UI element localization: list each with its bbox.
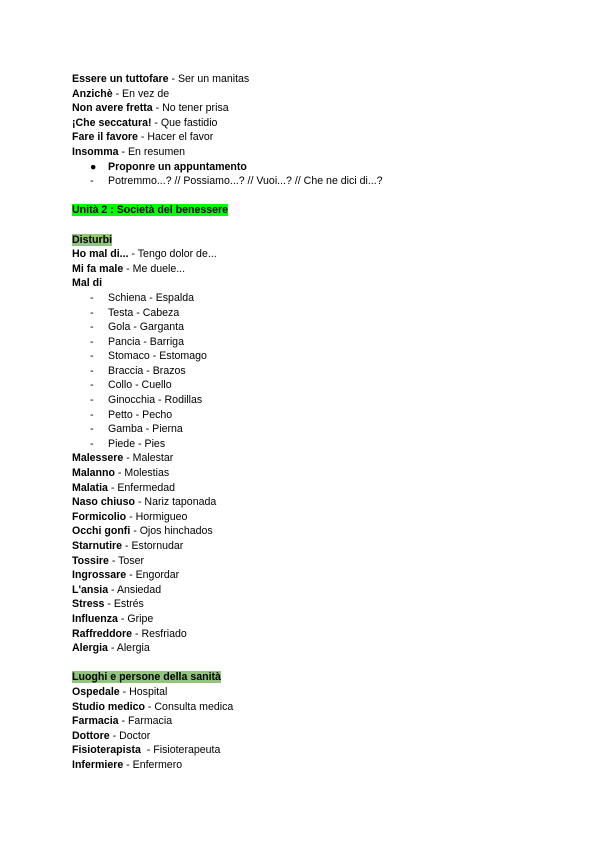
vocab-line <box>72 451 542 466</box>
vocab-sep: - <box>123 262 133 275</box>
body-part-text: Pancia - Barriga <box>108 335 184 348</box>
vocab-term: L'ansia <box>72 583 109 596</box>
vocab-term: Insomma <box>72 145 119 158</box>
vocab-sep: - <box>117 612 128 625</box>
vocab-line <box>72 685 542 700</box>
vocab-sep: - <box>107 481 118 494</box>
vocab-translation: Que fastidio <box>160 116 218 129</box>
vocab-line <box>72 641 542 656</box>
vocab-translation: Ser un manitas <box>177 73 250 85</box>
vocab-term: Naso chiuso <box>72 496 135 509</box>
vocab-sep: - <box>123 758 133 771</box>
vocab-sep: - <box>109 729 120 742</box>
vocab-term: Mi fa male <box>72 262 124 275</box>
body-part-text: Gamba - Pierna <box>108 423 183 436</box>
vocab-line <box>72 247 542 262</box>
vocab-term: Ospedale <box>72 685 120 698</box>
vocab-line <box>72 743 542 758</box>
body-part-text: Schiena - Espalda <box>108 291 194 304</box>
vocab-line <box>72 627 542 642</box>
vocab-translation: Me duele... <box>132 262 186 275</box>
dash-marker: - <box>90 321 94 334</box>
list-item <box>72 364 542 379</box>
vocab-term: Formicolio <box>72 510 127 523</box>
vocab-sep: - <box>114 467 125 480</box>
unit-heading: Unità 2 : Società del benessere <box>72 204 229 217</box>
vocab-term: Influenza <box>72 612 118 625</box>
vocab-sep: - <box>118 145 128 158</box>
vocab-translation: Farmacia <box>127 715 173 728</box>
vocab-line <box>72 524 542 539</box>
vocab-term: Ingrossare <box>72 569 127 582</box>
vocab-term: Occhi gonfi <box>72 525 131 538</box>
vocab-line <box>72 568 542 583</box>
vocab-sep: - <box>132 627 142 640</box>
dash-marker: - <box>90 364 94 377</box>
disturbi-heading: Disturbi <box>72 233 113 246</box>
luoghi-heading: Luoghi e persone della sanità <box>72 671 221 684</box>
dash-marker: - <box>90 291 94 304</box>
vocab-translation: Hospital <box>129 685 168 698</box>
vocab-translation: Ojos hinchados <box>139 525 213 538</box>
vocab-sep: - <box>126 569 136 582</box>
vocab-term: Starnutire <box>72 540 123 552</box>
mal-di-label-line <box>72 276 542 291</box>
vocab-term: Anzichè <box>72 87 113 100</box>
vocab-term: Fare il favore <box>72 131 138 144</box>
vocab-term: Essere un tuttofare <box>72 73 169 85</box>
vocab-sep: - <box>107 642 117 655</box>
vocab-sep: - <box>130 525 140 538</box>
vocab-sep: - <box>126 510 136 523</box>
list-item <box>72 335 542 350</box>
vocab-sep: - <box>152 102 163 115</box>
vocab-line <box>72 495 542 510</box>
vocab-translation: Enfermero <box>132 758 183 771</box>
vocab-term: Tossire <box>72 554 109 567</box>
vocab-term: Non avere fretta <box>72 102 153 115</box>
body-part-text: Collo - Cuello <box>108 379 172 392</box>
vocab-line <box>72 130 542 145</box>
body-part-text: Braccia - Brazos <box>108 364 186 377</box>
dash-marker: - <box>90 379 94 392</box>
vocab-translation: Enfermedad <box>117 481 176 494</box>
dash-marker: - <box>90 175 94 188</box>
vocab-line <box>72 612 542 627</box>
dash-marker: - <box>90 335 94 348</box>
vocab-line <box>72 87 542 102</box>
appointment-heading: Proponre un appuntamento <box>108 160 247 173</box>
vocab-translation: Malestar <box>132 452 174 465</box>
vocab-sep: - <box>151 116 161 129</box>
vocab-term: Malessere <box>72 452 124 465</box>
vocab-line <box>72 466 542 481</box>
vocab-line <box>72 101 542 116</box>
symptoms-list <box>72 451 542 655</box>
vocab-term: Infermiere <box>72 758 124 771</box>
vocab-translation: En vez de <box>122 87 170 100</box>
dash-marker: - <box>90 306 94 319</box>
list-item <box>72 422 542 437</box>
vocab-sep: - <box>118 715 128 728</box>
vocab-translation: Estornudar <box>131 540 184 552</box>
vocab-translation: Ansiedad <box>116 583 162 596</box>
appointment-item <box>72 174 542 189</box>
list-item <box>72 437 542 452</box>
vocab-line <box>72 510 542 525</box>
vocab-term: Dottore <box>72 729 110 742</box>
vocab-translation: Consulta medica <box>154 700 234 713</box>
vocab-term: Alergia <box>72 642 108 655</box>
mal-di-label: Mal di <box>72 277 103 290</box>
vocab-line <box>72 597 542 612</box>
vocab-sep: - <box>122 540 132 552</box>
luoghi-heading-line <box>72 670 542 685</box>
bullet-marker: ● <box>90 160 97 173</box>
vocab-term: Malatia <box>72 481 108 494</box>
vocab-line <box>72 72 542 87</box>
vocab-translation: Resfriado <box>141 627 187 640</box>
body-part-text: Piede - Pies <box>108 437 166 450</box>
vocab-line <box>72 145 542 160</box>
list-item <box>72 306 542 321</box>
vocab-line <box>72 714 542 729</box>
vocab-translation: Toser <box>118 554 145 567</box>
dash-marker: - <box>90 423 94 436</box>
vocab-line <box>72 758 542 773</box>
vocab-sep: - <box>140 744 154 757</box>
vocab-translation: Engordar <box>135 569 180 582</box>
vocab-sep: - <box>119 685 130 698</box>
vocab-term: Raffreddore <box>72 627 133 640</box>
body-part-text: Stomaco - Estomago <box>108 350 207 363</box>
vocab-sep: - <box>144 700 155 713</box>
vocab-sep: - <box>135 496 145 509</box>
vocab-sep: - <box>112 87 123 100</box>
vocab-sep: - <box>128 248 138 261</box>
appointment-text: Potremmo...? // Possiamo...? // Vuoi...? // Che ne dici di...? <box>108 175 383 188</box>
vocab-line <box>72 116 542 131</box>
vocab-term: ¡Che seccatura! <box>72 116 152 129</box>
dash-marker: - <box>90 437 94 450</box>
vocab-translation: Alergia <box>116 642 150 655</box>
vocab-sep: - <box>168 73 178 85</box>
vocab-line <box>72 554 542 569</box>
vocab-line <box>72 700 542 715</box>
vocab-sep: - <box>123 452 133 465</box>
vocab-sep: - <box>108 554 119 567</box>
dash-marker: - <box>90 394 94 407</box>
vocab-translation: Gripe <box>127 612 154 625</box>
body-parts-list <box>72 291 542 452</box>
phrases-list <box>72 72 542 160</box>
list-item <box>72 393 542 408</box>
list-item <box>72 349 542 364</box>
body-part-text: Petto - Pecho <box>108 408 173 421</box>
vocab-sep: - <box>108 583 117 596</box>
vocab-line <box>72 583 542 598</box>
vocab-line <box>72 262 542 277</box>
list-item <box>72 378 542 393</box>
vocab-translation: Hormigueo <box>135 510 188 523</box>
vocab-sep: - <box>137 131 148 144</box>
dash-marker: - <box>90 408 94 421</box>
vocab-translation: Nariz taponada <box>144 496 217 509</box>
vocab-term: Ho mal di... <box>72 248 129 261</box>
vocab-line <box>72 729 542 744</box>
list-item <box>72 320 542 335</box>
vocab-translation: Hacer el favor <box>147 131 214 144</box>
document-content <box>72 72 542 773</box>
vocab-line <box>72 539 542 554</box>
places-list <box>72 685 542 773</box>
list-item <box>72 408 542 423</box>
body-part-text: Gola - Garganta <box>108 321 184 334</box>
vocab-term: Farmacia <box>72 715 119 728</box>
vocab-line <box>72 481 542 496</box>
unit-heading-line <box>72 203 542 218</box>
vocab-term: Studio medico <box>72 700 145 713</box>
vocab-term: Stress <box>72 598 105 611</box>
dash-marker: - <box>90 350 94 363</box>
vocab-translation: Molestias <box>124 467 170 480</box>
vocab-term: Fisioterapista <box>72 744 141 757</box>
vocab-sep: - <box>104 598 114 611</box>
vocab-translation: No tener prisa <box>162 102 229 115</box>
body-part-text: Ginocchia - Rodillas <box>108 394 203 407</box>
list-item <box>72 291 542 306</box>
vocab-translation: Fisioterapeuta <box>153 744 221 757</box>
disturbi-heading-line <box>72 233 542 248</box>
vocab-translation: Doctor <box>119 729 151 742</box>
body-part-text: Testa - Cabeza <box>108 306 180 319</box>
appointment-bullet <box>72 160 542 175</box>
vocab-translation: Estrés <box>113 598 144 611</box>
vocab-translation: En resumen <box>127 145 186 158</box>
vocab-translation: Tengo dolor de... <box>137 248 217 261</box>
vocab-term: Malanno <box>72 467 115 480</box>
